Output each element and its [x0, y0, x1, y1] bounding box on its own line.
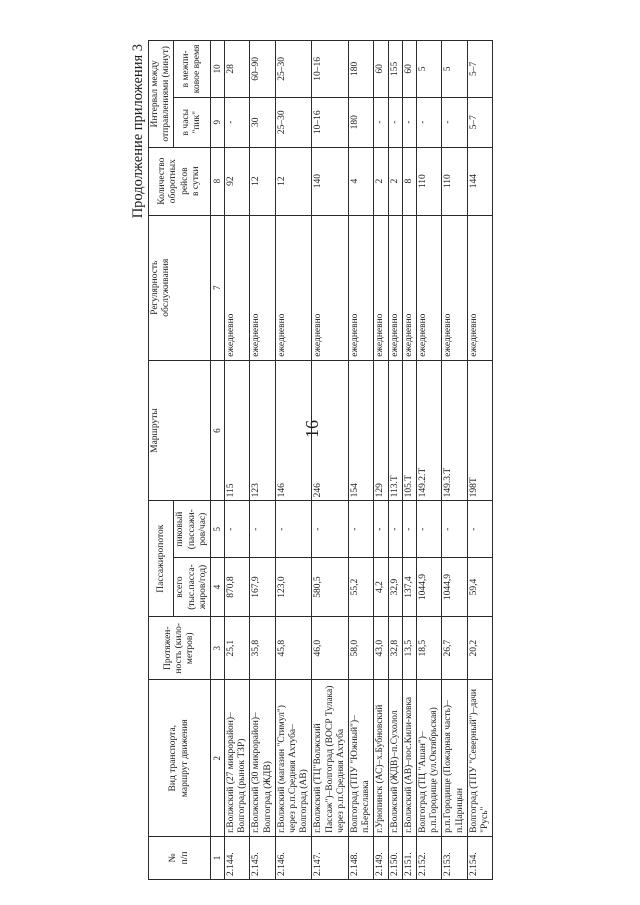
route-code: 113.Т — [388, 360, 402, 501]
interval-off-peak: 28 — [225, 41, 250, 98]
column-number: 3 — [211, 616, 225, 679]
route-name: Волгоград (ТЦ "Ашан")–р.п.Городище (ул.Октябрьская) — [417, 680, 442, 836]
interval-peak: 10–16 — [312, 97, 349, 147]
table-row — [374, 41, 388, 880]
table-row — [349, 41, 374, 880]
table-row — [402, 41, 416, 880]
flow-peak: - — [467, 501, 492, 558]
regularity: ежедневно — [388, 215, 402, 360]
regularity: ежедневно — [442, 215, 467, 360]
trip-count: 2 — [374, 147, 388, 215]
flow-total: 137,4 — [402, 558, 416, 617]
row-number: 2.150. — [388, 836, 402, 879]
route-length: 18,5 — [417, 616, 442, 679]
column-number: 2 — [211, 680, 225, 836]
row-number: 2.148. — [349, 836, 374, 879]
header-no: № п/п — [149, 836, 211, 879]
column-number: 7 — [211, 215, 225, 360]
route-name: г.Волжский (магазин "Стимул") через р.п.Средняя Ахтуба–Волгоград (АВ) — [275, 680, 312, 836]
route-code: 105.Т — [402, 360, 416, 501]
column-number: 8 — [211, 147, 225, 215]
interval-peak: - — [442, 97, 467, 147]
interval-off-peak: 25–30 — [275, 41, 312, 98]
route-length: 43,0 — [374, 616, 388, 679]
flow-peak: - — [388, 501, 402, 558]
route-code: 149.2.Т — [417, 360, 442, 501]
interval-off-peak: 180 — [349, 41, 374, 98]
header-interval: Интервал между отправлениями (минут) — [149, 41, 174, 148]
row-number: 2.152. — [417, 836, 442, 879]
interval-peak: - — [388, 97, 402, 147]
flow-total: 4,2 — [374, 558, 388, 617]
header-transport: Вид транспорта, маршрут движения — [149, 680, 211, 836]
table-row — [388, 41, 402, 880]
trip-count: 110 — [417, 147, 442, 215]
route-code: 246 — [312, 360, 349, 501]
route-name: р.п.Городище (Пожарная часть)–п.Царицын — [442, 680, 467, 836]
regularity: ежедневно — [374, 215, 388, 360]
regularity: ежедневно — [467, 215, 492, 360]
header-flow-total: всего (тыс.пасса- жиров/год) — [174, 558, 211, 617]
trip-count: 110 — [442, 147, 467, 215]
interval-off-peak: 60 — [374, 41, 388, 98]
interval-off-peak: 5 — [417, 41, 442, 98]
flow-peak: - — [402, 501, 416, 558]
row-number: 2.153. — [442, 836, 467, 879]
regularity: ежедневно — [250, 215, 275, 360]
interval-off-peak: 155 — [388, 41, 402, 98]
regularity: ежедневно — [402, 215, 416, 360]
flow-total: 580,5 — [312, 558, 349, 617]
header-trips: Количество оборотных рейсов в сутки — [149, 147, 211, 215]
row-number: 2.144. — [225, 836, 250, 879]
trip-count: 144 — [467, 147, 492, 215]
flow-total: 59,4 — [467, 558, 492, 617]
route-length: 35,8 — [250, 616, 275, 679]
interval-off-peak: 60–90 — [250, 41, 275, 98]
flow-peak: - — [225, 501, 250, 558]
column-number-row — [211, 41, 225, 880]
column-number: 1 — [211, 836, 225, 879]
interval-off-peak: 5 — [442, 41, 467, 98]
interval-peak: - — [417, 97, 442, 147]
regularity: ежедневно — [275, 215, 312, 360]
column-number: 6 — [211, 360, 225, 501]
header-passenger-flow: Пассажиропоток — [149, 501, 174, 617]
interval-peak: - — [374, 97, 388, 147]
trip-count: 92 — [225, 147, 250, 215]
regularity: ежедневно — [225, 215, 250, 360]
flow-total: 870,8 — [225, 558, 250, 617]
flow-total: 167,9 — [250, 558, 275, 617]
route-code: 198Т — [467, 360, 492, 501]
route-length: 13,5 — [402, 616, 416, 679]
trip-count: 12 — [250, 147, 275, 215]
trip-count: 140 — [312, 147, 349, 215]
interval-peak: 5–7 — [467, 97, 492, 147]
flow-peak: - — [275, 501, 312, 558]
flow-peak: - — [312, 501, 349, 558]
table-body — [225, 41, 493, 880]
flow-peak: - — [417, 501, 442, 558]
flow-total: 123,0 — [275, 558, 312, 617]
interval-peak: 30 — [250, 97, 275, 147]
header-regularity: Регулярность обслуживания — [149, 215, 211, 360]
trip-count: 2 — [388, 147, 402, 215]
route-name: Волгоград (ТПУ "Южный")–п.Береславка — [349, 680, 374, 836]
flow-total: 55,2 — [349, 558, 374, 617]
interval-off-peak: 5–7 — [467, 41, 492, 98]
route-code: 115 — [225, 360, 250, 501]
interval-off-peak: 60 — [402, 41, 416, 98]
table-row — [225, 41, 250, 880]
route-code: 149.3.Т — [442, 360, 467, 501]
row-number: 2.151. — [402, 836, 416, 879]
column-number: 10 — [211, 41, 225, 98]
interval-off-peak: 10–16 — [312, 41, 349, 98]
table-row — [442, 41, 467, 880]
row-number: 2.154. — [467, 836, 492, 879]
route-length: 20,2 — [467, 616, 492, 679]
route-code: 129 — [374, 360, 388, 501]
row-number: 2.146. — [275, 836, 312, 879]
flow-total: 1044,9 — [442, 558, 467, 617]
column-number: 5 — [211, 501, 225, 558]
route-length: 46,0 — [312, 616, 349, 679]
trip-count: 8 — [402, 147, 416, 215]
route-code: 154 — [349, 360, 374, 501]
header-interval-off: в межпи- ковое время — [174, 41, 211, 98]
page-number: 16 — [302, 420, 322, 438]
routes-table — [148, 40, 493, 880]
route-name: г.Волжский (27 микрорайон)–Волгоград (рынок ТЗР) — [225, 680, 250, 836]
trip-count: 4 — [349, 147, 374, 215]
regularity: ежедневно — [417, 215, 442, 360]
table-row — [250, 41, 275, 880]
route-length: 45,8 — [275, 616, 312, 679]
regularity: ежедневно — [349, 215, 374, 360]
interval-peak: - — [225, 97, 250, 147]
regularity: ежедневно — [312, 215, 349, 360]
table-row — [275, 41, 312, 880]
flow-total: 32,9 — [388, 558, 402, 617]
flow-peak: - — [442, 501, 467, 558]
rotated-page-content — [128, 40, 640, 880]
flow-peak: - — [349, 501, 374, 558]
route-length: 32,8 — [388, 616, 402, 679]
route-code: 146 — [275, 360, 312, 501]
flow-peak: - — [250, 501, 275, 558]
route-code: 123 — [250, 360, 275, 501]
route-name: г.Волжский (30 микрорайон)–Волгоград (ЖДВ) — [250, 680, 275, 836]
row-number: 2.149. — [374, 836, 388, 879]
column-number: 9 — [211, 97, 225, 147]
header-flow-peak: пиковый (пассажи- ров/час) — [174, 501, 211, 558]
header-routes: Маршруты — [149, 360, 211, 501]
route-length: 26,7 — [442, 616, 467, 679]
continuation-caption: Продолжение приложения 3 — [130, 44, 146, 219]
header-row-1 — [149, 41, 174, 880]
trip-count: 12 — [275, 147, 312, 215]
table-row — [417, 41, 442, 880]
header-length: Протяжен- ность (кило- метров) — [149, 616, 211, 679]
row-number: 2.145. — [250, 836, 275, 879]
route-name: г.Волжский (ЖДВ)–п.Сухолол — [388, 680, 402, 836]
route-name: г.Волжский (ТЦ"Волжский Пассаж")–Волгоград (ВОСР Тулака) через р.п.Средняя Ахтуба — [312, 680, 349, 836]
route-length: 25,1 — [225, 616, 250, 679]
route-name: г.Урюпинск (АС)–х.Бубновский — [374, 680, 388, 836]
interval-peak: 25–30 — [275, 97, 312, 147]
route-length: 58,0 — [349, 616, 374, 679]
flow-total: 1044,9 — [417, 558, 442, 617]
row-number: 2.147. — [312, 836, 349, 879]
flow-peak: - — [374, 501, 388, 558]
interval-peak: - — [402, 97, 416, 147]
table-row — [467, 41, 492, 880]
route-name: Волгоград (ТПУ "Северный")–дачи "Русь" — [467, 680, 492, 836]
route-name: г.Волжский (АВ)–пос.Кили-ковка — [402, 680, 416, 836]
interval-peak: 180 — [349, 97, 374, 147]
column-number: 4 — [211, 558, 225, 617]
table-row — [312, 41, 349, 880]
header-interval-peak: в часы "пик" — [174, 97, 211, 147]
